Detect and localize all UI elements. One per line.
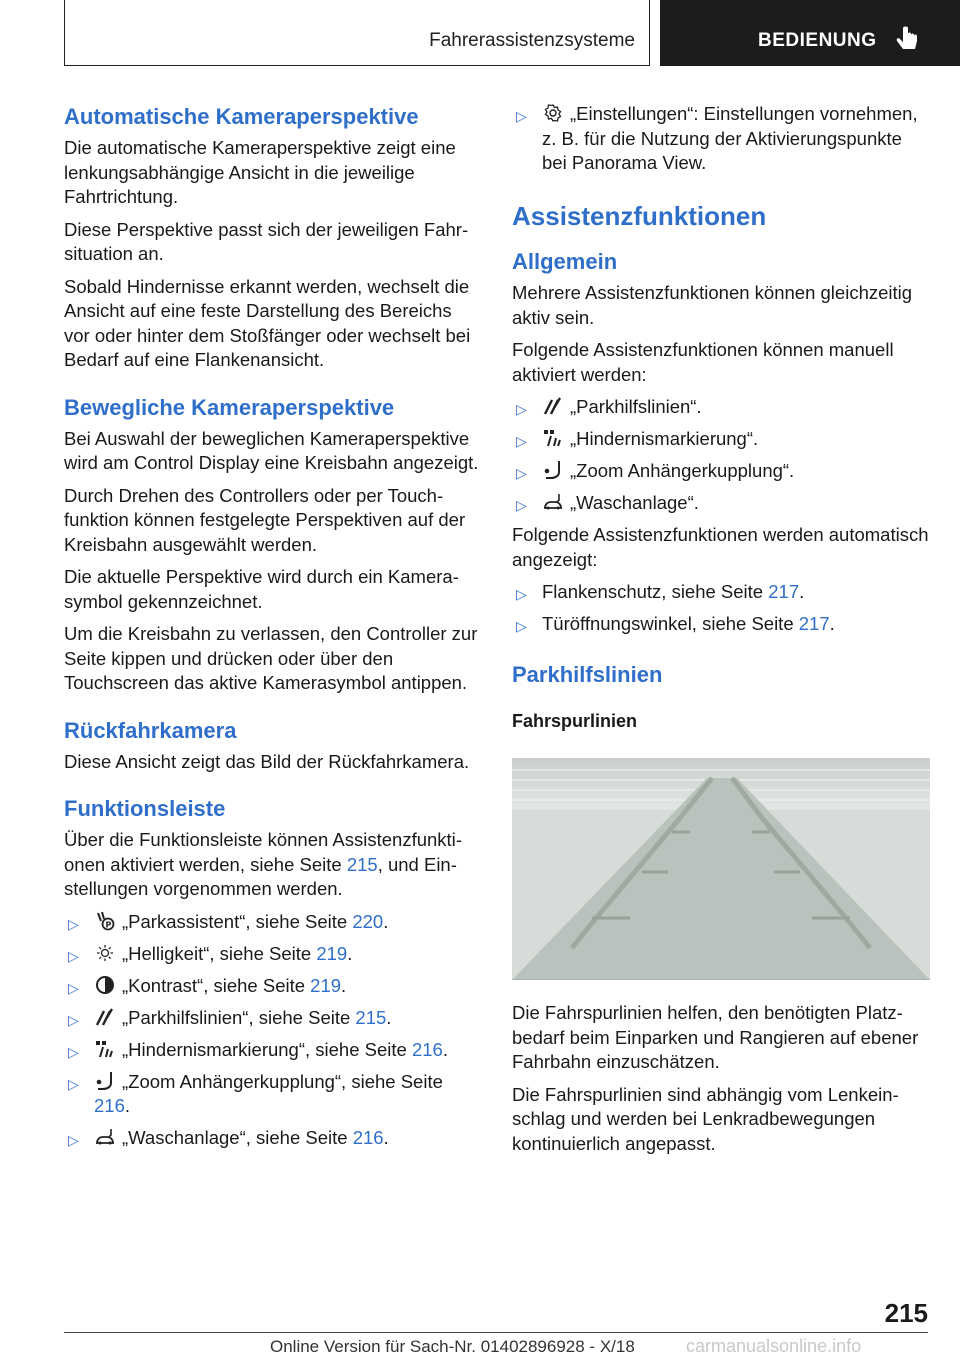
list-item: ▷ Türöffnungswinkel, siehe Seite 217. [512,612,930,637]
paragraph: Die Fahrspurlinien sind abhängig vom Lenkeinschlag und werden bei Lenkradbewegungen kontinuierlich angepasst. [512,1083,899,1154]
bullet-triangle-icon: ▷ [68,915,79,932]
footer-online-version: Online Version für Sach-Nr. 01402896928 - X/18 [270,1337,635,1356]
paragraph: Mehrere Assistenzfunktionen können gleichzeitig aktiv sein. [512,282,913,328]
bullet-triangle-icon: ▷ [68,1011,79,1028]
list-item: ▷ „Waschanlage“. [512,491,930,516]
paragraph: Über die Funktionsleiste können Assistenzfunktionen aktiviert werden, siehe Seite 215, und Einstellungen vorgenommen werden. [64,829,462,899]
heading-assist-functions: Assistenzfunktionen [512,201,767,231]
bullet-triangle-icon: ▷ [516,401,527,417]
obstacle-marking-icon [542,428,564,448]
heading-general: Allgemein [512,249,618,274]
watermark: carmanualsonline.info [686,1336,862,1356]
page-link[interactable]: 215 [346,853,378,875]
page-link[interactable]: 219 [316,942,348,964]
heading-parking-lines: Parkhilfslinien [512,662,663,687]
park-assist-icon [94,911,116,931]
list-item: ▷ „Parkhilfslinien“. [512,395,930,420]
header-chapter-title: BEDIENUNG [758,30,877,51]
paragraph: Die aktuelle Perspektive wird durch ein Kamerasymbol gekennzeichnet. [64,566,459,612]
bullet-triangle-icon: ▷ [516,433,527,449]
manual-functions-list [512,395,930,516]
page-link[interactable]: 217 [768,581,800,602]
bullet-triangle-icon: ▷ [516,586,527,602]
parking-lines-icon [542,396,564,416]
page-link[interactable]: 217 [798,613,830,634]
left-column [64,102,482,1158]
bullet-triangle-icon: ▷ [68,1075,79,1092]
paragraph: Folgende Assistenzfunktionen können manuell aktiviert werden: [512,339,894,385]
heading-rear-camera: Rückfahrkamera [64,717,237,743]
page-link[interactable]: 215 [355,1006,387,1028]
lane-lines-illustration [512,758,930,980]
trailer-hitch-icon [94,1071,116,1091]
bullet-triangle-icon: ▷ [516,108,527,124]
settings-list [512,102,930,176]
brightness-icon [94,943,116,963]
bullet-triangle-icon: ▷ [516,618,527,634]
header-section-title: Fahrerassistenzsysteme [429,30,635,51]
list-item: ▷ P „Parkassistent“, siehe Seite 220. [64,910,482,935]
pointing-hand-icon [893,24,923,54]
list-item: ▷ „Einstellungen“: Einstellungen vornehmen, z. B. für die Nutzung der Aktivierungspunkte bei Panorama View. [516,103,918,173]
header-chapter-box [660,0,960,66]
list-item: ▷ „Helligkeit“, siehe Seite 219. [64,942,482,967]
list-item: ▷ „Hindernismarkierung“. [512,427,930,452]
bullet-triangle-icon: ▷ [516,497,527,513]
list-item: ▷ „Hindernismarkierung“, siehe Seite 216. [64,1038,482,1063]
bullet-triangle-icon: ▷ [68,979,79,996]
paragraph: Bei Auswahl der beweglichen Kameraperspektive wird am Control Display eine Kreisbahn angezeigt. [64,427,479,473]
paragraph: Durch Drehen des Controllers oder per Touchfunktion können festgelegte Perspektiven auf der Kreisbahn ausgewählt werden. [64,484,466,555]
bullet-triangle-icon: ▷ [516,465,527,481]
page-link[interactable]: 220 [352,910,384,932]
page-link[interactable]: 216 [411,1038,443,1060]
car-wash-icon [94,1127,116,1147]
paragraph: Folgende Assistenzfunktionen werden automatisch angezeigt: [512,524,929,570]
list-item: ▷ „Kontrast“, siehe Seite 219. [64,974,482,999]
page-link[interactable]: 216 [94,1095,125,1116]
obstacle-marking-icon [94,1039,116,1059]
paragraph: Um die Kreisbahn zu verlassen, den Controller zur Seite kippen und drücken oder über den Touchscreen das aktive Kamerasymbol antippen. [64,623,478,693]
parking-lines-icon [94,1007,116,1027]
paragraph: Die automatische Kameraperspektive zeigt eine lenkungsabhängige Ansicht in die jeweilige Fahrtrichtung. [64,137,456,207]
header-section-box [64,0,650,66]
heading-automatic-camera: Automatische Kameraperspektive [64,104,419,129]
list-item: ▷ „Parkhilfslinien“, siehe Seite 215. [64,1006,482,1031]
page-link[interactable]: 219 [310,974,342,996]
list-item: ▷ „Waschanlage“, siehe Seite 216. [64,1126,482,1151]
paragraph: Diese Ansicht zeigt das Bild der Rückfahrkamera. [64,750,470,772]
paragraph: Diese Perspektive passt sich der jeweiligen Fahrsituation an. [64,218,469,264]
heading-movable-camera: Bewegliche Kameraperspektive [64,394,395,420]
page-link[interactable]: 216 [352,1127,384,1148]
heading-lane-lines: Fahrspurlinien [512,711,638,731]
car-wash-icon [542,492,564,512]
svg-text:P: P [105,920,112,929]
list-item: ▷ „Zoom Anhängerkupplung“. [512,459,930,484]
bullet-triangle-icon: ▷ [68,1043,79,1060]
heading-function-bar: Funktionsleiste [64,796,226,821]
contrast-icon [94,975,116,995]
bullet-triangle-icon: ▷ [68,947,79,964]
trailer-hitch-icon [542,460,564,480]
footer-divider [64,1332,928,1333]
list-item: ▷ Flankenschutz, siehe Seite 217. [512,580,930,605]
automatic-functions-list [512,580,930,637]
bullet-triangle-icon: ▷ [68,1132,79,1148]
page-number: 215 [884,1298,928,1328]
list-item: ▷ „Zoom Anhängerkupplung“, siehe Seite 216. [68,1070,443,1116]
function-bar-list [64,910,482,1151]
paragraph: Die Fahrspurlinien helfen, den benötigten Platzbedarf beim Einparken und Rangieren auf ebener Fahrbahn einzuschätzen. [512,1002,919,1072]
paragraph: Sobald Hindernisse erkannt werden, wechselt die Ansicht auf eine feste Darstellung des Bereichs vor oder hinter dem Stoßfänger oder wechselt bei Bedarf auf eine Flankenansicht. [64,275,471,370]
right-column [512,102,930,1164]
gear-icon [542,103,564,123]
